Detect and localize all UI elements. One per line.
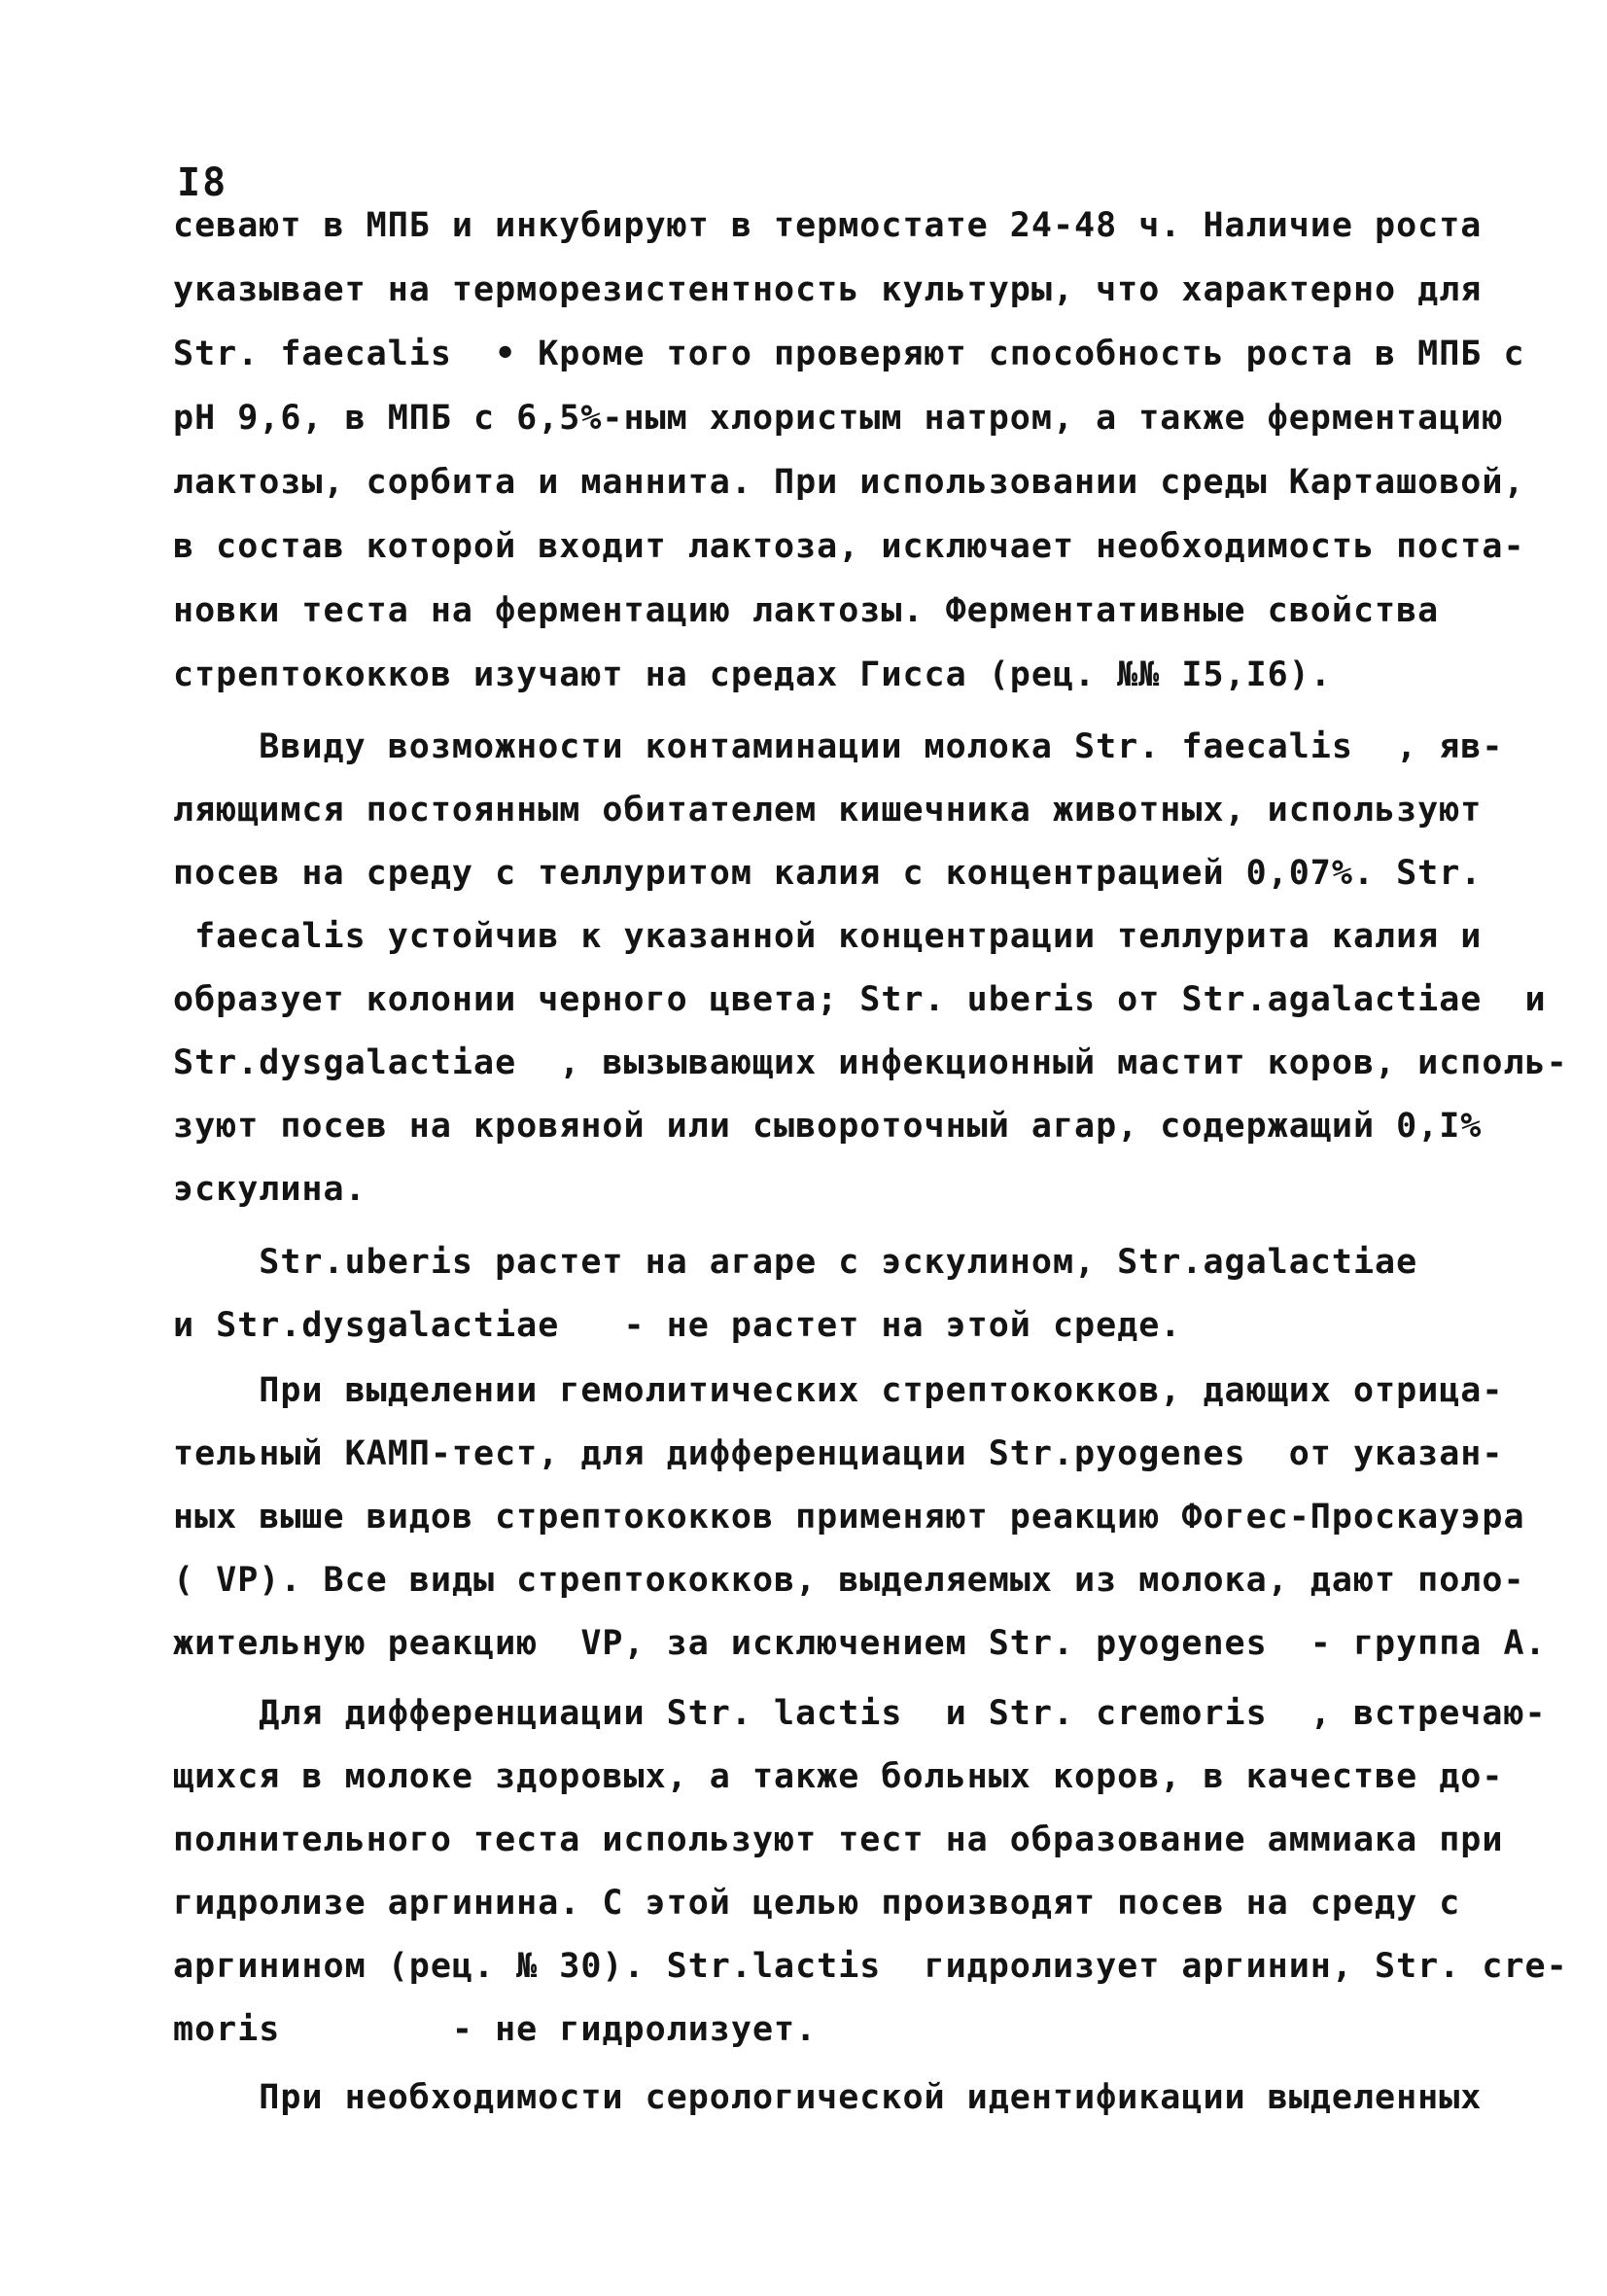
text-line: Для дифференциации Str. lactis и Str. cremoris , встречаю-	[173, 1694, 1547, 1733]
text-line: Str.dysgalactiae , вызывающих инфекционный мастит коров, исполь-	[173, 1043, 1568, 1082]
text-line: рН 9,6, в МПБ с 6,5%-ным хлористым натром, а также ферментацию	[173, 399, 1504, 438]
text-line: тельный КАМП-тест, для дифференциации Str.pyogenes от указан-	[173, 1434, 1504, 1473]
text-line: стрептококков изучают на средах Гисса (рец. №№ I5,I6).	[173, 655, 1332, 694]
text-line: При выделении гемолитических стрептококков, дающих отрица-	[173, 1371, 1504, 1410]
text-line: Ввиду возможности контаминации молока Str. faecalis , яв-	[173, 727, 1504, 766]
text-line: севают в МПБ и инкубируют в термостате 24-48 ч. Наличие роста	[173, 206, 1483, 245]
text-line: faecalis устойчив к указанной концентрации теллурита калия и	[173, 917, 1483, 956]
text-line: При необходимости серологической идентификации выделенных	[173, 2078, 1483, 2117]
text-line: новки теста на ферментацию лактозы. Ферментативные свойства	[173, 591, 1440, 630]
text-line: гидролизе аргинина. С этой целью производят посев на среду с	[173, 1884, 1461, 1923]
text-line: Str. faecalis • Кроме того проверяют способность роста в МПБ с	[173, 335, 1525, 373]
page-number: I8	[177, 160, 228, 205]
text-line: эскулина.	[173, 1170, 367, 1209]
text-line: жительную реакцию VP, за исключением Str. pyogenes - группа А.	[173, 1624, 1547, 1663]
text-line: ных выше видов стрептококков применяют реакцию Фогес-Проскауэра	[173, 1498, 1525, 1537]
text-line: ( VP). Все виды стрептококков, выделяемых из молока, дают поло-	[173, 1561, 1525, 1600]
text-line: в состав которой входит лактоза, исключает необходимость поста-	[173, 527, 1525, 566]
text-line: посев на среду с теллуритом калия с концентрацией 0,07%. Str.	[173, 854, 1483, 893]
text-line: и Str.dysgalactiae - не растет на этой среде.	[173, 1306, 1182, 1345]
text-line: Str.uberis растет на агаре с эскулином, Str.agalactiae	[173, 1243, 1418, 1282]
text-line: лактозы, сорбита и маннита. При использовании среды Карташовой,	[173, 463, 1525, 502]
text-line: аргинином (рец. № 30). Str.lactis гидролизует аргинин, Str. cre-	[173, 1947, 1568, 1986]
text-line: ляющимся постоянным обитателем кишечника животных, используют	[173, 791, 1483, 830]
text-line: moris - не гидролизует.	[173, 2010, 818, 2049]
text-line: полнительного теста используют тест на образование аммиака при	[173, 1820, 1504, 1859]
text-line: щихся в молоке здоровых, а также больных коров, в качестве до-	[173, 1757, 1504, 1796]
text-line: образует колонии черного цвета; Str. uberis от Str.agalactiae и	[173, 980, 1547, 1019]
text-line: указывает на терморезистентность культуры, что характерно для	[173, 270, 1483, 309]
text-line: зуют посев на кровяной или сывороточный агар, содержащий 0,I%	[173, 1107, 1483, 1146]
